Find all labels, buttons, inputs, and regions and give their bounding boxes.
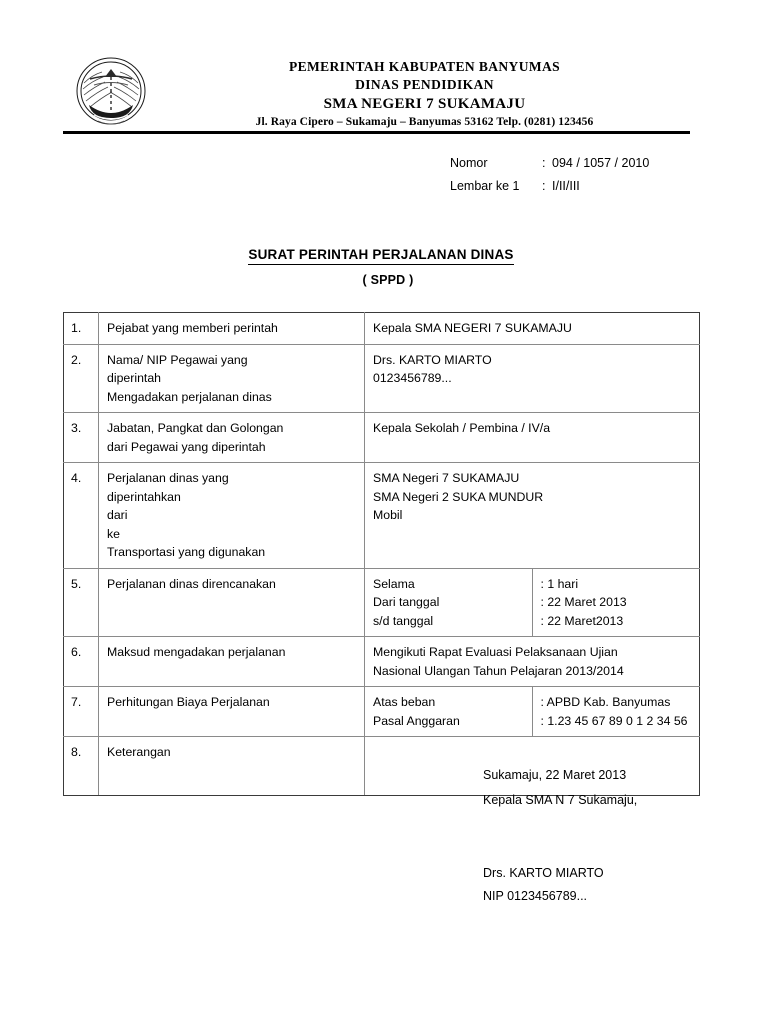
row-sub-line-2: Pasal Anggaran: [373, 713, 460, 728]
row-label-line-1: Nama/ NIP Pegawai yang: [107, 352, 248, 367]
row-value-line-2: SMA Negeri 2 SUKA MUNDUR: [373, 489, 544, 504]
row-number: 7.: [64, 687, 99, 737]
row-value-line-3: : 22 Maret2013: [540, 613, 624, 628]
sppd-table: [63, 312, 700, 796]
table-row: [64, 313, 700, 345]
row-number: 8.: [64, 737, 99, 796]
row-value-line-2: : 1.23 45 67 89 0 1 2 34 56: [540, 713, 688, 728]
signatory-name: Drs. KARTO MIARTO: [483, 866, 604, 880]
table-row: [64, 568, 700, 637]
nomor-row: [450, 152, 649, 175]
nomor-value: 094 / 1057 / 2010: [552, 156, 650, 170]
row-value-line-1: Drs. KARTO MIARTO: [373, 352, 492, 367]
nomor-separator: :: [542, 156, 546, 170]
row-value-line-1: Mengikuti Rapat Evaluasi Pelaksanaan Ujian: [373, 645, 618, 659]
row-value-line-2: Nasional Ulangan Tahun Pelajaran 2013/2014: [373, 663, 624, 678]
row-number: 4.: [64, 463, 99, 569]
row-label-line-2: diperintah: [107, 371, 162, 385]
table-row: [64, 463, 700, 569]
signature-position: Kepala SMA N 7 Sukamaju,: [483, 793, 638, 807]
signatory-block: [483, 862, 604, 908]
row-label: [99, 413, 365, 463]
row-number: 2.: [64, 344, 99, 413]
letterhead-line-1: PEMERINTAH KABUPATEN BANYUMAS: [288, 59, 561, 74]
row-number: 5.: [64, 568, 99, 637]
row-label: Maksud mengadakan perjalanan: [99, 637, 365, 687]
row-label-line-1: Jabatan, Pangkat dan Golongan: [107, 421, 284, 435]
row-value-line-3: Mobil: [373, 508, 403, 522]
row-label-line-4: ke: [107, 526, 120, 541]
row-value: [365, 637, 700, 687]
row-label: Keterangan: [99, 737, 365, 796]
row-sub-line-1: Selama: [373, 576, 415, 591]
letterhead-address: Jl. Raya Cipero – Sukamaju – Banyumas 53162 Telp. (0281) 123456: [255, 116, 594, 128]
row-value: [365, 344, 700, 413]
letterhead-line-2: DINAS PENDIDIKAN: [355, 77, 494, 92]
row-label-line-3: dari: [107, 508, 128, 522]
row-label-line-3: Mengadakan perjalanan dinas: [107, 389, 272, 404]
signatory-nip: NIP 0123456789...: [483, 889, 588, 903]
row-label: [99, 463, 365, 569]
row-label-line-1: Perjalanan dinas yang: [107, 471, 229, 485]
row-label: Perjalanan dinas direncanakan: [99, 568, 365, 637]
row-sub-line-1: Atas beban: [373, 695, 436, 709]
row-label: [99, 344, 365, 413]
row-label: Perhitungan Biaya Perjalanan: [99, 687, 365, 737]
row-value-line-2: 0123456789...: [373, 371, 452, 385]
row-subcolumn: [365, 687, 533, 737]
row-value-line-1: SMA Negeri 7 SUKAMAJU: [373, 471, 520, 485]
row-sub-line-2: Dari tanggal: [373, 595, 440, 609]
row-number: 3.: [64, 413, 99, 463]
row-value: [365, 463, 700, 569]
reference-block: [450, 152, 649, 198]
row-value: Kepala SMA NEGERI 7 SUKAMAJU: [365, 313, 700, 345]
row-label-line-2: diperintahkan: [107, 489, 181, 504]
table-row: [64, 687, 700, 737]
page-subtitle: ( SPPD ): [362, 273, 414, 287]
lembar-row: [450, 175, 649, 198]
document-title-block: [0, 246, 768, 287]
signature-block: [483, 763, 637, 813]
row-label-line-5: Transportasi yang digunakan: [107, 545, 266, 559]
row-value: Kepala Sekolah / Pembina / IV/a: [365, 413, 700, 463]
row-number: 6.: [64, 637, 99, 687]
row-number: 1.: [64, 313, 99, 345]
letterhead: [63, 52, 691, 130]
signature-place-date: Sukamaju, 22 Maret 2013: [483, 768, 627, 782]
row-value: [532, 568, 700, 637]
row-sub-line-3: s/d tanggal: [373, 613, 434, 628]
lembar-label: Lembar ke 1: [450, 179, 520, 193]
row-subcolumn: [365, 568, 533, 637]
letterhead-divider: [63, 131, 690, 134]
page-title: SURAT PERINTAH PERJALANAN DINAS: [248, 247, 513, 265]
letterhead-line-3: SMA NEGERI 7 SUKAMAJU: [323, 96, 526, 112]
lembar-separator: :: [542, 179, 546, 193]
row-value-line-1: : APBD Kab. Banyumas: [540, 695, 671, 709]
row-value-line-1: : 1 hari: [540, 576, 579, 591]
banyumas-regency-emblem-icon: [72, 55, 150, 131]
row-label-line-2: dari Pegawai yang diperintah: [107, 439, 266, 454]
table-row: [64, 637, 700, 687]
nomor-label: Nomor: [450, 156, 488, 170]
row-value: [532, 687, 700, 737]
letterhead-text: [158, 58, 691, 131]
table-row: [64, 344, 700, 413]
row-value-line-2: : 22 Maret 2013: [540, 595, 627, 609]
lembar-value: I/II/III: [552, 179, 580, 193]
table-row: [64, 413, 700, 463]
row-label: Pejabat yang memberi perintah: [99, 313, 365, 345]
